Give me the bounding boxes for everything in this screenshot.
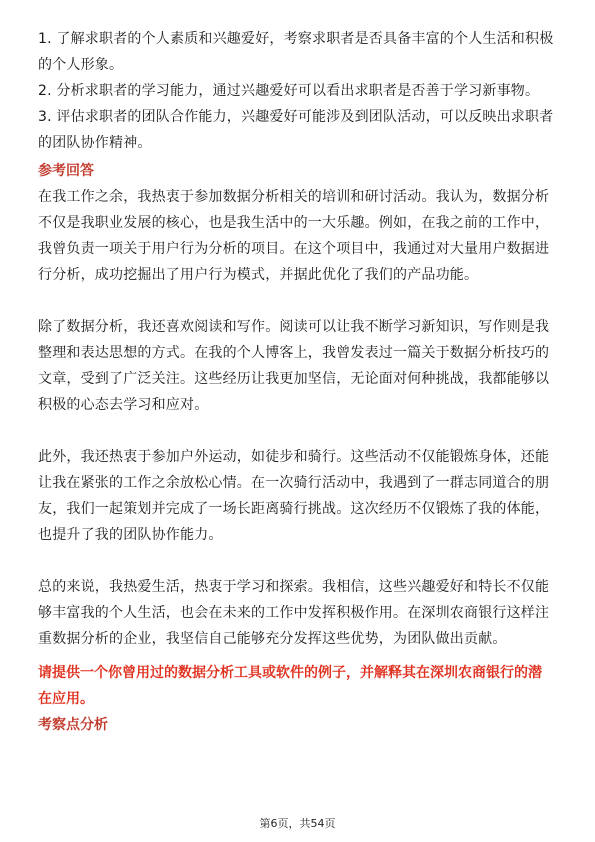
paragraph — [38, 184, 560, 288]
paragraph — [38, 574, 560, 652]
text-line: 让我在紧张的工作之余放松心情。在一次骑行活动中，我遇到了一群志同道合的朋 — [38, 475, 550, 491]
text-line: 2. 分析求职者的学习能力，通过兴趣爱好可以看出求职者是否善于学习新事物。 — [38, 83, 540, 99]
list-item — [38, 26, 560, 78]
list-item — [38, 104, 560, 156]
paragraph — [38, 314, 560, 418]
text-line: 不仅是我职业发展的核心，也是我生活中的一大乐趣。例如，在我之前的工作中， — [38, 215, 550, 231]
next-question — [38, 660, 560, 712]
text-line: 的团队协作精神。 — [38, 135, 152, 151]
evaluation-points-list — [38, 26, 560, 156]
text-line: 总的来说，我热爱生活，热衷于学习和探索。我相信，这些兴趣爱好和特长不仅能 — [38, 579, 550, 595]
text-line: 除了数据分析，我还喜欢阅读和写作。阅读可以让我不断学习新知识，写作则是我 — [38, 319, 550, 335]
document-page — [38, 26, 560, 738]
list-item — [38, 78, 560, 104]
page-footer: 第6页，共54页 — [259, 817, 336, 830]
text-line: 够丰富我的个人生活，也会在未来的工作中发挥积极作用。在深圳农商银行这样注 — [38, 605, 550, 621]
question-line: 在应用。 — [38, 691, 94, 707]
text-line: 在我工作之余，我热衷于参加数据分析相关的培训和研讨活动。我认为，数据分析 — [38, 189, 550, 205]
text-line: 重数据分析的企业，我坚信自己能够充分发挥这些优势，为团队做出贡献。 — [38, 631, 507, 647]
question-line: 请提供一个你曾用过的数据分析工具或软件的例子，并解释其在深圳农商银行的潜 — [38, 665, 542, 681]
text-line: 友，我们一起策划并完成了一场长距离骑行挑战。这次经历不仅锻炼了我的体能， — [38, 501, 550, 517]
paragraph — [38, 444, 560, 548]
text-line: 积极的心态去学习和应对。 — [38, 397, 209, 413]
reference-answer-heading: 参考回答 — [38, 163, 94, 179]
text-line: 行分析，成功挖掘出了用户行为模式，并据此优化了我们的产品功能。 — [38, 267, 479, 283]
text-line: 此外，我还热衷于参加户外运动，如徒步和骑行。这些活动不仅能锻炼身体，还能 — [38, 449, 550, 465]
analysis-heading: 考察点分析 — [38, 717, 108, 733]
text-line: 也提升了我的团队协作能力。 — [38, 527, 223, 543]
text-line: 整理和表达思想的方式。在我的个人博客上，我曾发表过一篇关于数据分析技巧的 — [38, 345, 550, 361]
text-line: 1. 了解求职者的个人素质和兴趣爱好，考察求职者是否具备丰富的个人生活和积极 — [38, 31, 554, 47]
text-line: 我曾负责一项关于用户行为分析的项目。在这个项目中，我通过对大量用户数据进 — [38, 241, 550, 257]
text-line: 文章，受到了广泛关注。这些经历让我更加坚信，无论面对何种挑战，我都能够以 — [38, 371, 550, 387]
text-line: 的个人形象。 — [38, 57, 124, 73]
text-line: 3. 评估求职者的团队合作能力，兴趣爱好可能涉及到团队活动，可以反映出求职者 — [38, 109, 554, 125]
